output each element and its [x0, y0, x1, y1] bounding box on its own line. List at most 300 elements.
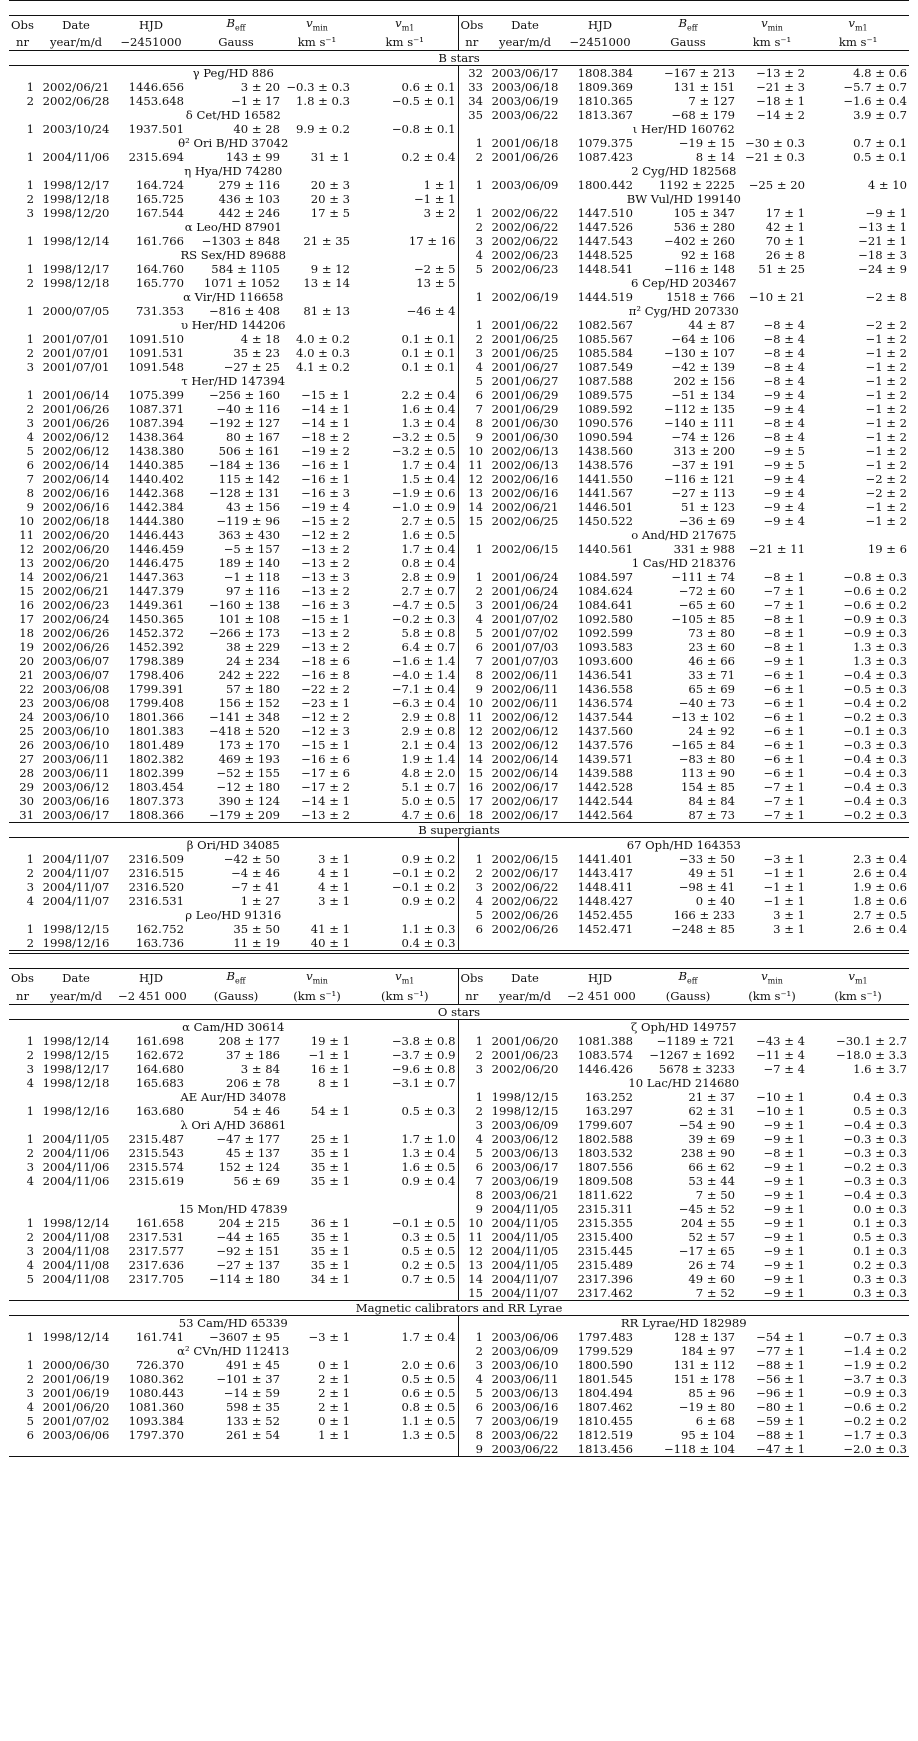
b-eff-value: 21 ± 37 — [688, 1089, 735, 1104]
obs-number: 34 — [458, 94, 485, 108]
star-name: 1 Cas/HD 218376 — [458, 556, 909, 570]
obs-date: 2002/06/11 — [491, 682, 559, 697]
v-m1-value: 2.2 ± 0.4 — [401, 388, 456, 403]
b-eff-value: 143 ± 99 — [226, 150, 280, 165]
obs-date: 1998/12/16 — [42, 1103, 110, 1118]
v-m1-value: −1.4 ± 0.2 — [843, 1343, 908, 1358]
obs-number: 27 — [19, 752, 34, 767]
v-m1-value: −0.7 ± 0.3 — [843, 1329, 908, 1344]
b-eff-value: 202 ± 156 — [673, 374, 735, 389]
v-m1-value: 2.8 ± 0.9 — [401, 570, 456, 585]
table-row — [9, 80, 909, 94]
v-min-value: −13 ± 2 — [301, 542, 350, 557]
obs-date: 2003/06/08 — [42, 696, 110, 711]
hjd-value: 162.752 — [136, 922, 184, 937]
obs-number: 6 — [26, 1427, 34, 1442]
hjd-value: 2317.636 — [128, 1257, 184, 1272]
b-eff-value: 33 ± 71 — [688, 668, 735, 683]
column-header: Date — [511, 971, 539, 986]
obs-date: 2001/06/18 — [491, 136, 559, 151]
section-title-row — [9, 823, 909, 838]
obs-date: 2001/06/30 — [491, 416, 559, 431]
b-eff-value: 131 ± 151 — [673, 80, 735, 95]
hjd-value: 1808.384 — [577, 66, 633, 81]
obs-date: 2002/06/20 — [42, 528, 110, 543]
hjd-value: 2317.705 — [128, 1271, 184, 1286]
obs-number: 13 — [458, 1258, 485, 1272]
column-header: Gauss — [218, 35, 254, 50]
b-eff-value: 84 ± 84 — [688, 794, 735, 809]
hjd-value: 1809.369 — [577, 80, 633, 95]
hjd-value: 1436.558 — [577, 682, 633, 697]
table-row — [9, 346, 909, 360]
hjd-value: 1438.576 — [577, 458, 633, 473]
obs-date: 2003/06/06 — [491, 1329, 559, 1344]
b-eff-value: −98 ± 41 — [678, 880, 735, 895]
v-min-value: 4.0 ± 0.2 — [296, 332, 350, 347]
v-min-value: −8 ± 1 — [763, 570, 805, 585]
obs-number: 1 — [26, 1131, 34, 1146]
b-eff-value: −5 ± 157 — [223, 542, 280, 557]
v-min-value: 2 ± 1 — [318, 1385, 350, 1400]
obs-number: 2 — [26, 1047, 34, 1062]
obs-date: 2003/06/10 — [42, 724, 110, 739]
v-m1-value: −2 ± 5 — [413, 262, 456, 277]
v-m1-value: −2.0 ± 0.3 — [843, 1441, 908, 1456]
v-min-value: 26 ± 8 — [765, 248, 805, 263]
header-row — [9, 969, 909, 989]
hjd-value: 1440.385 — [128, 458, 184, 473]
column-header: Date — [62, 18, 90, 33]
v-m1-value: −5.7 ± 0.7 — [843, 80, 908, 95]
obs-number: 4 — [26, 1173, 34, 1188]
column-header: $B_{eff}$ — [678, 16, 698, 33]
table-row — [9, 1160, 909, 1174]
section-title-row — [9, 1004, 909, 1019]
v-min-value: −8 ± 1 — [763, 640, 805, 655]
star-name: υ Her/HD 144206 — [180, 318, 286, 333]
table-row — [9, 1230, 909, 1244]
star-name: AE Aur/HD 34078 — [180, 1089, 287, 1104]
table-row — [9, 570, 909, 584]
obs-number: 16 — [19, 598, 34, 613]
table-row — [9, 388, 909, 402]
obs-date: 2004/11/07 — [42, 866, 110, 881]
obs-number: 2 — [26, 94, 34, 109]
hjd-value: 1081.360 — [128, 1399, 184, 1414]
obs-number: 2 — [26, 1145, 34, 1160]
column-header: $v_{m1}$ — [395, 16, 415, 33]
obs-number: 6 — [458, 922, 485, 936]
v-min-value: −77 ± 1 — [756, 1343, 805, 1358]
b-eff-value: −7 ± 41 — [231, 880, 280, 895]
obs-date: 2002/06/16 — [491, 486, 559, 501]
hjd-value: 1441.550 — [577, 472, 633, 487]
obs-date: 2003/06/19 — [491, 1173, 559, 1188]
table-row — [9, 1132, 909, 1146]
empty-cell — [282, 1442, 352, 1457]
hjd-value: 1079.375 — [577, 136, 633, 151]
obs-number: 4 — [26, 1399, 34, 1414]
obs-date: 1998/12/18 — [42, 1075, 110, 1090]
v-m1-value: −0.1 ± 0.3 — [843, 724, 908, 739]
obs-number: 14 — [19, 570, 34, 585]
obs-date: 2004/11/06 — [42, 150, 110, 165]
v-min-value: −88 ± 1 — [756, 1357, 805, 1372]
v-m1-value: −1 ± 2 — [865, 500, 908, 515]
hjd-value: 1442.384 — [128, 500, 184, 515]
obs-number: 1 — [458, 852, 485, 866]
hjd-value: 2317.577 — [128, 1243, 184, 1258]
obs-date: 1998/12/14 — [42, 1033, 110, 1048]
column-header: (Gauss) — [665, 988, 711, 1003]
table-row — [9, 304, 909, 318]
hjd-value: 1093.583 — [577, 640, 633, 655]
column-header: $v_{min}$ — [306, 969, 328, 986]
hjd-value: 1449.361 — [128, 598, 184, 613]
v-m1-value: 0.3 ± 0.3 — [853, 1271, 908, 1286]
obs-date: 2002/06/23 — [42, 598, 110, 613]
obs-number: 3 — [26, 1385, 34, 1400]
hjd-value: 1810.365 — [577, 94, 633, 109]
b-eff-value: 204 ± 55 — [681, 1215, 735, 1230]
hjd-value: 1092.599 — [577, 626, 633, 641]
obs-number: 18 — [19, 626, 34, 641]
hjd-value: 2315.445 — [577, 1243, 633, 1258]
b-eff-value: 204 ± 215 — [218, 1215, 280, 1230]
obs-date: 2003/06/13 — [491, 1385, 559, 1400]
table-row — [9, 1146, 909, 1160]
v-m1-value: 1.9 ± 1.4 — [401, 752, 456, 767]
obs-date: 2004/11/05 — [491, 1257, 559, 1272]
b-eff-value: −4 ± 46 — [231, 866, 280, 881]
v-m1-value: 0.2 ± 0.4 — [401, 150, 456, 165]
table-row — [9, 458, 909, 472]
hjd-value: 1087.549 — [577, 360, 633, 375]
v-m1-value: −1 ± 2 — [865, 388, 908, 403]
b-eff-value: 152 ± 124 — [218, 1159, 280, 1174]
table-row — [9, 486, 909, 500]
hjd-value: 1799.408 — [128, 696, 184, 711]
obs-number: 14 — [458, 752, 485, 766]
b-eff-value: −179 ± 209 — [208, 808, 280, 823]
table-row — [9, 276, 909, 290]
obs-date: 1998/12/17 — [42, 1061, 110, 1076]
obs-date: 2002/06/12 — [491, 710, 559, 725]
table-row — [9, 444, 909, 458]
column-header: nr — [15, 988, 29, 1003]
top-rule — [9, 954, 909, 969]
obs-number: 12 — [458, 724, 485, 738]
b-eff-value: −402 ± 260 — [663, 234, 735, 249]
v-min-value: −56 ± 1 — [756, 1371, 805, 1386]
obs-number: 5 — [26, 1413, 34, 1428]
b-eff-value: 7 ± 52 — [695, 1285, 735, 1300]
v-m1-value: −0.2 ± 0.3 — [843, 808, 908, 823]
b-eff-value: 1071 ± 1052 — [203, 276, 280, 291]
obs-number: 1 — [26, 1103, 34, 1118]
column-header: year/m/d — [49, 988, 103, 1003]
table-row — [9, 1202, 909, 1216]
v-min-value: 36 ± 1 — [310, 1215, 350, 1230]
v-m1-value: 2.6 ± 0.4 — [853, 922, 908, 937]
hjd-value: 1446.443 — [128, 528, 184, 543]
obs-date: 2003/06/06 — [42, 1427, 110, 1442]
table-row — [9, 626, 909, 640]
v-m1-value: −0.1 ± 0.2 — [391, 880, 456, 895]
column-header: −2451000 — [120, 35, 182, 50]
table-row — [9, 1034, 909, 1048]
v-min-value: −14 ± 1 — [301, 402, 350, 417]
obs-date: 2002/06/17 — [491, 808, 559, 823]
obs-number: 3 — [26, 1159, 34, 1174]
v-min-value: −6 ± 1 — [763, 738, 805, 753]
hjd-value: 1447.526 — [577, 220, 633, 235]
hjd-value: 1084.641 — [577, 598, 633, 613]
obs-number: 11 — [458, 458, 485, 472]
v-m1-value: −0.9 ± 0.3 — [843, 626, 908, 641]
obs-number: 7 — [26, 472, 34, 487]
b-eff-value: −19 ± 15 — [678, 136, 735, 151]
obs-date: 2001/06/26 — [42, 416, 110, 431]
v-m1-value: 0.5 ± 0.1 — [853, 150, 908, 165]
v-min-value: −9 ± 1 — [763, 1229, 805, 1244]
v-min-value: −8 ± 4 — [763, 430, 805, 445]
v-min-value: −47 ± 1 — [756, 1441, 805, 1456]
v-m1-value: 2.7 ± 0.5 — [401, 514, 456, 529]
v-min-value: −3 ± 1 — [308, 1329, 350, 1344]
table-row — [9, 1048, 909, 1062]
obs-number: 2 — [26, 1371, 34, 1386]
obs-number: 28 — [19, 766, 34, 781]
star-name: BW Vul/HD 199140 — [458, 192, 909, 206]
obs-date: 1998/12/15 — [42, 922, 110, 937]
b-eff-value: −128 ± 131 — [208, 486, 280, 501]
obs-date: 2004/11/07 — [42, 880, 110, 895]
table-row — [9, 1414, 909, 1428]
b-eff-value: 113 ± 90 — [681, 766, 735, 781]
column-header: $B_{eff}$ — [226, 16, 246, 33]
v-min-value: −9 ± 1 — [763, 1159, 805, 1174]
column-header: nr — [15, 35, 29, 50]
hjd-value: 1812.519 — [577, 1427, 633, 1442]
obs-number: 1 — [26, 80, 34, 95]
v-min-value: −15 ± 1 — [301, 738, 350, 753]
b-eff-value: −14 ± 59 — [223, 1385, 280, 1400]
column-header: $v_{min}$ — [761, 16, 783, 33]
b-eff-value: −40 ± 73 — [678, 696, 735, 711]
v-m1-value: −2 ± 2 — [865, 318, 908, 333]
hjd-value: 161.698 — [136, 1033, 184, 1048]
v-min-value: −14 ± 1 — [301, 416, 350, 431]
hjd-value: 1937.501 — [128, 122, 184, 137]
obs-number: 15 — [458, 514, 485, 528]
v-min-value: 42 ± 1 — [765, 220, 805, 235]
b-eff-value: 7 ± 127 — [688, 94, 735, 109]
hjd-value: 1800.442 — [577, 178, 633, 193]
hjd-value: 161.658 — [136, 1215, 184, 1230]
star-name: β Ori/HD 34085 — [186, 838, 280, 853]
obs-date: 2001/07/03 — [491, 654, 559, 669]
hjd-value: 1446.501 — [577, 500, 633, 515]
v-min-value: 20 ± 3 — [310, 178, 350, 193]
v-m1-value: 1.7 ± 0.4 — [401, 458, 456, 473]
hjd-value: 1087.588 — [577, 374, 633, 389]
obs-date: 2002/06/12 — [42, 444, 110, 459]
v-min-value: −18 ± 6 — [301, 654, 350, 669]
v-min-value: −30 ± 0.3 — [745, 136, 805, 151]
b-eff-value: −114 ± 180 — [208, 1271, 280, 1286]
obs-number: 12 — [458, 472, 485, 486]
hjd-value: 1443.417 — [577, 866, 633, 881]
hjd-value: 162.672 — [136, 1047, 184, 1062]
hjd-value: 1080.443 — [128, 1385, 184, 1400]
column-header: (km s⁻¹) — [834, 988, 882, 1003]
obs-date: 2001/07/01 — [42, 360, 110, 375]
v-m1-value: −30.1 ± 2.7 — [836, 1033, 908, 1048]
b-eff-value: −1189 ± 721 — [656, 1033, 735, 1048]
obs-date: 2003/06/11 — [42, 766, 110, 781]
hjd-value: 1446.459 — [128, 542, 184, 557]
star-name: RR Lyrae/HD 182989 — [458, 1315, 909, 1330]
v-min-value: −10 ± 21 — [748, 290, 805, 305]
data-table-page — [9, 0, 909, 1741]
v-min-value: −8 ± 4 — [763, 318, 805, 333]
v-min-value: 31 ± 1 — [310, 150, 350, 165]
obs-number: 2 — [458, 150, 485, 164]
obs-number: 1 — [26, 1033, 34, 1048]
empty-cell — [352, 1286, 458, 1301]
hjd-value: 164.760 — [136, 262, 184, 277]
b-eff-value: 363 ± 430 — [218, 528, 280, 543]
empty-cell — [737, 936, 807, 951]
hjd-value: 1450.365 — [128, 612, 184, 627]
v-m1-value: 1.6 ± 0.5 — [401, 528, 456, 543]
hjd-value: 1808.366 — [128, 808, 184, 823]
hjd-value: 1442.564 — [577, 808, 633, 823]
obs-number: 3 — [26, 880, 34, 895]
obs-date: 1998/12/16 — [42, 936, 110, 951]
v-min-value: −16 ± 3 — [301, 598, 350, 613]
obs-number: 6 — [458, 640, 485, 654]
hjd-value: 1803.532 — [577, 1145, 633, 1160]
v-min-value: 8 ± 1 — [318, 1075, 350, 1090]
hjd-value: 1446.426 — [577, 1061, 633, 1076]
obs-number: 1 — [26, 304, 34, 319]
v-min-value: −9 ± 1 — [763, 1173, 805, 1188]
v-min-value: −14 ± 1 — [301, 794, 350, 809]
v-min-value: −13 ± 2 — [301, 640, 350, 655]
b-eff-value: −74 ± 126 — [671, 430, 735, 445]
v-min-value: 16 ± 1 — [310, 1061, 350, 1076]
obs-number: 4 — [458, 612, 485, 626]
obs-number: 21 — [19, 668, 34, 683]
v-min-value: 81 ± 13 — [303, 304, 350, 319]
obs-date: 1998/12/15 — [42, 1047, 110, 1062]
top-rule — [9, 1, 909, 16]
obs-date: 2004/11/05 — [491, 1201, 559, 1216]
obs-date: 2003/06/10 — [42, 710, 110, 725]
obs-date: 2002/06/14 — [42, 472, 110, 487]
table-row — [9, 584, 909, 598]
obs-date: 2002/06/15 — [491, 542, 559, 557]
v-m1-value: −1 ± 2 — [865, 332, 908, 347]
obs-date: 2004/11/05 — [491, 1229, 559, 1244]
obs-number: 3 — [26, 416, 34, 431]
v-m1-value: −1 ± 2 — [865, 458, 908, 473]
b-eff-value: −17 ± 65 — [678, 1243, 735, 1258]
b-eff-value: 49 ± 60 — [688, 1271, 735, 1286]
v-m1-value: 2.9 ± 0.8 — [401, 710, 456, 725]
hjd-value: 1447.543 — [577, 234, 633, 249]
v-min-value: 3 ± 1 — [773, 922, 805, 937]
b-eff-value: 53 ± 44 — [688, 1173, 735, 1188]
hjd-value: 1438.364 — [128, 430, 184, 445]
hjd-value: 1091.548 — [128, 360, 184, 375]
v-m1-value: −1.0 ± 0.9 — [391, 500, 456, 515]
hjd-value: 726.370 — [136, 1357, 184, 1372]
v-m1-value: 0.6 ± 0.1 — [401, 80, 456, 95]
hjd-value: 1440.402 — [128, 472, 184, 487]
hjd-value: 163.680 — [136, 1103, 184, 1118]
table-row — [9, 1216, 909, 1230]
hjd-value: 165.725 — [136, 192, 184, 207]
obs-number: 7 — [458, 1174, 485, 1188]
obs-number: 1 — [26, 922, 34, 937]
obs-number: 1 — [458, 290, 485, 304]
b-eff-value: −27 ± 113 — [671, 486, 735, 501]
v-m1-value: −3.2 ± 0.5 — [391, 444, 456, 459]
v-min-value: −9 ± 5 — [763, 458, 805, 473]
b-eff-value: 206 ± 78 — [226, 1075, 280, 1090]
table-row — [9, 332, 909, 346]
obs-number: 4 — [26, 430, 34, 445]
b-eff-value: −111 ± 74 — [671, 570, 735, 585]
b-eff-value: −140 ± 111 — [663, 416, 735, 431]
table-row — [9, 1076, 909, 1090]
obs-number: 9 — [26, 500, 34, 515]
hjd-value: 2317.531 — [128, 1229, 184, 1244]
v-min-value: 4.1 ± 0.2 — [296, 360, 350, 375]
obs-date: 2002/06/14 — [491, 766, 559, 781]
v-min-value: 0 ± 1 — [318, 1413, 350, 1428]
table-row — [9, 528, 909, 542]
obs-date: 2003/06/09 — [491, 1343, 559, 1358]
b-eff-value: 173 ± 170 — [218, 738, 280, 753]
b-eff-value: 65 ± 69 — [688, 682, 735, 697]
hjd-value: 161.741 — [136, 1329, 184, 1344]
obs-date: 2002/06/26 — [42, 640, 110, 655]
table-row — [9, 402, 909, 416]
v-min-value: −1 ± 1 — [763, 894, 805, 909]
v-m1-value: 1.6 ± 0.5 — [401, 1159, 456, 1174]
hjd-value: 2317.396 — [577, 1271, 633, 1286]
column-header: $B_{eff}$ — [678, 969, 698, 986]
obs-date: 1998/12/20 — [42, 206, 110, 221]
obs-date: 2002/06/21 — [42, 80, 110, 95]
hjd-value: 1441.401 — [577, 852, 633, 867]
hjd-value: 1801.489 — [128, 738, 184, 753]
v-min-value: 13 ± 14 — [303, 276, 350, 291]
hjd-value: 1452.372 — [128, 626, 184, 641]
star-name: 67 Oph/HD 164353 — [458, 838, 909, 853]
v-min-value: −9 ± 1 — [763, 1215, 805, 1230]
hjd-value: 163.736 — [136, 936, 184, 951]
v-min-value: −59 ± 1 — [756, 1413, 805, 1428]
b-eff-value: −72 ± 60 — [678, 584, 735, 599]
v-min-value: 25 ± 1 — [310, 1131, 350, 1146]
obs-number: 1 — [458, 136, 485, 150]
